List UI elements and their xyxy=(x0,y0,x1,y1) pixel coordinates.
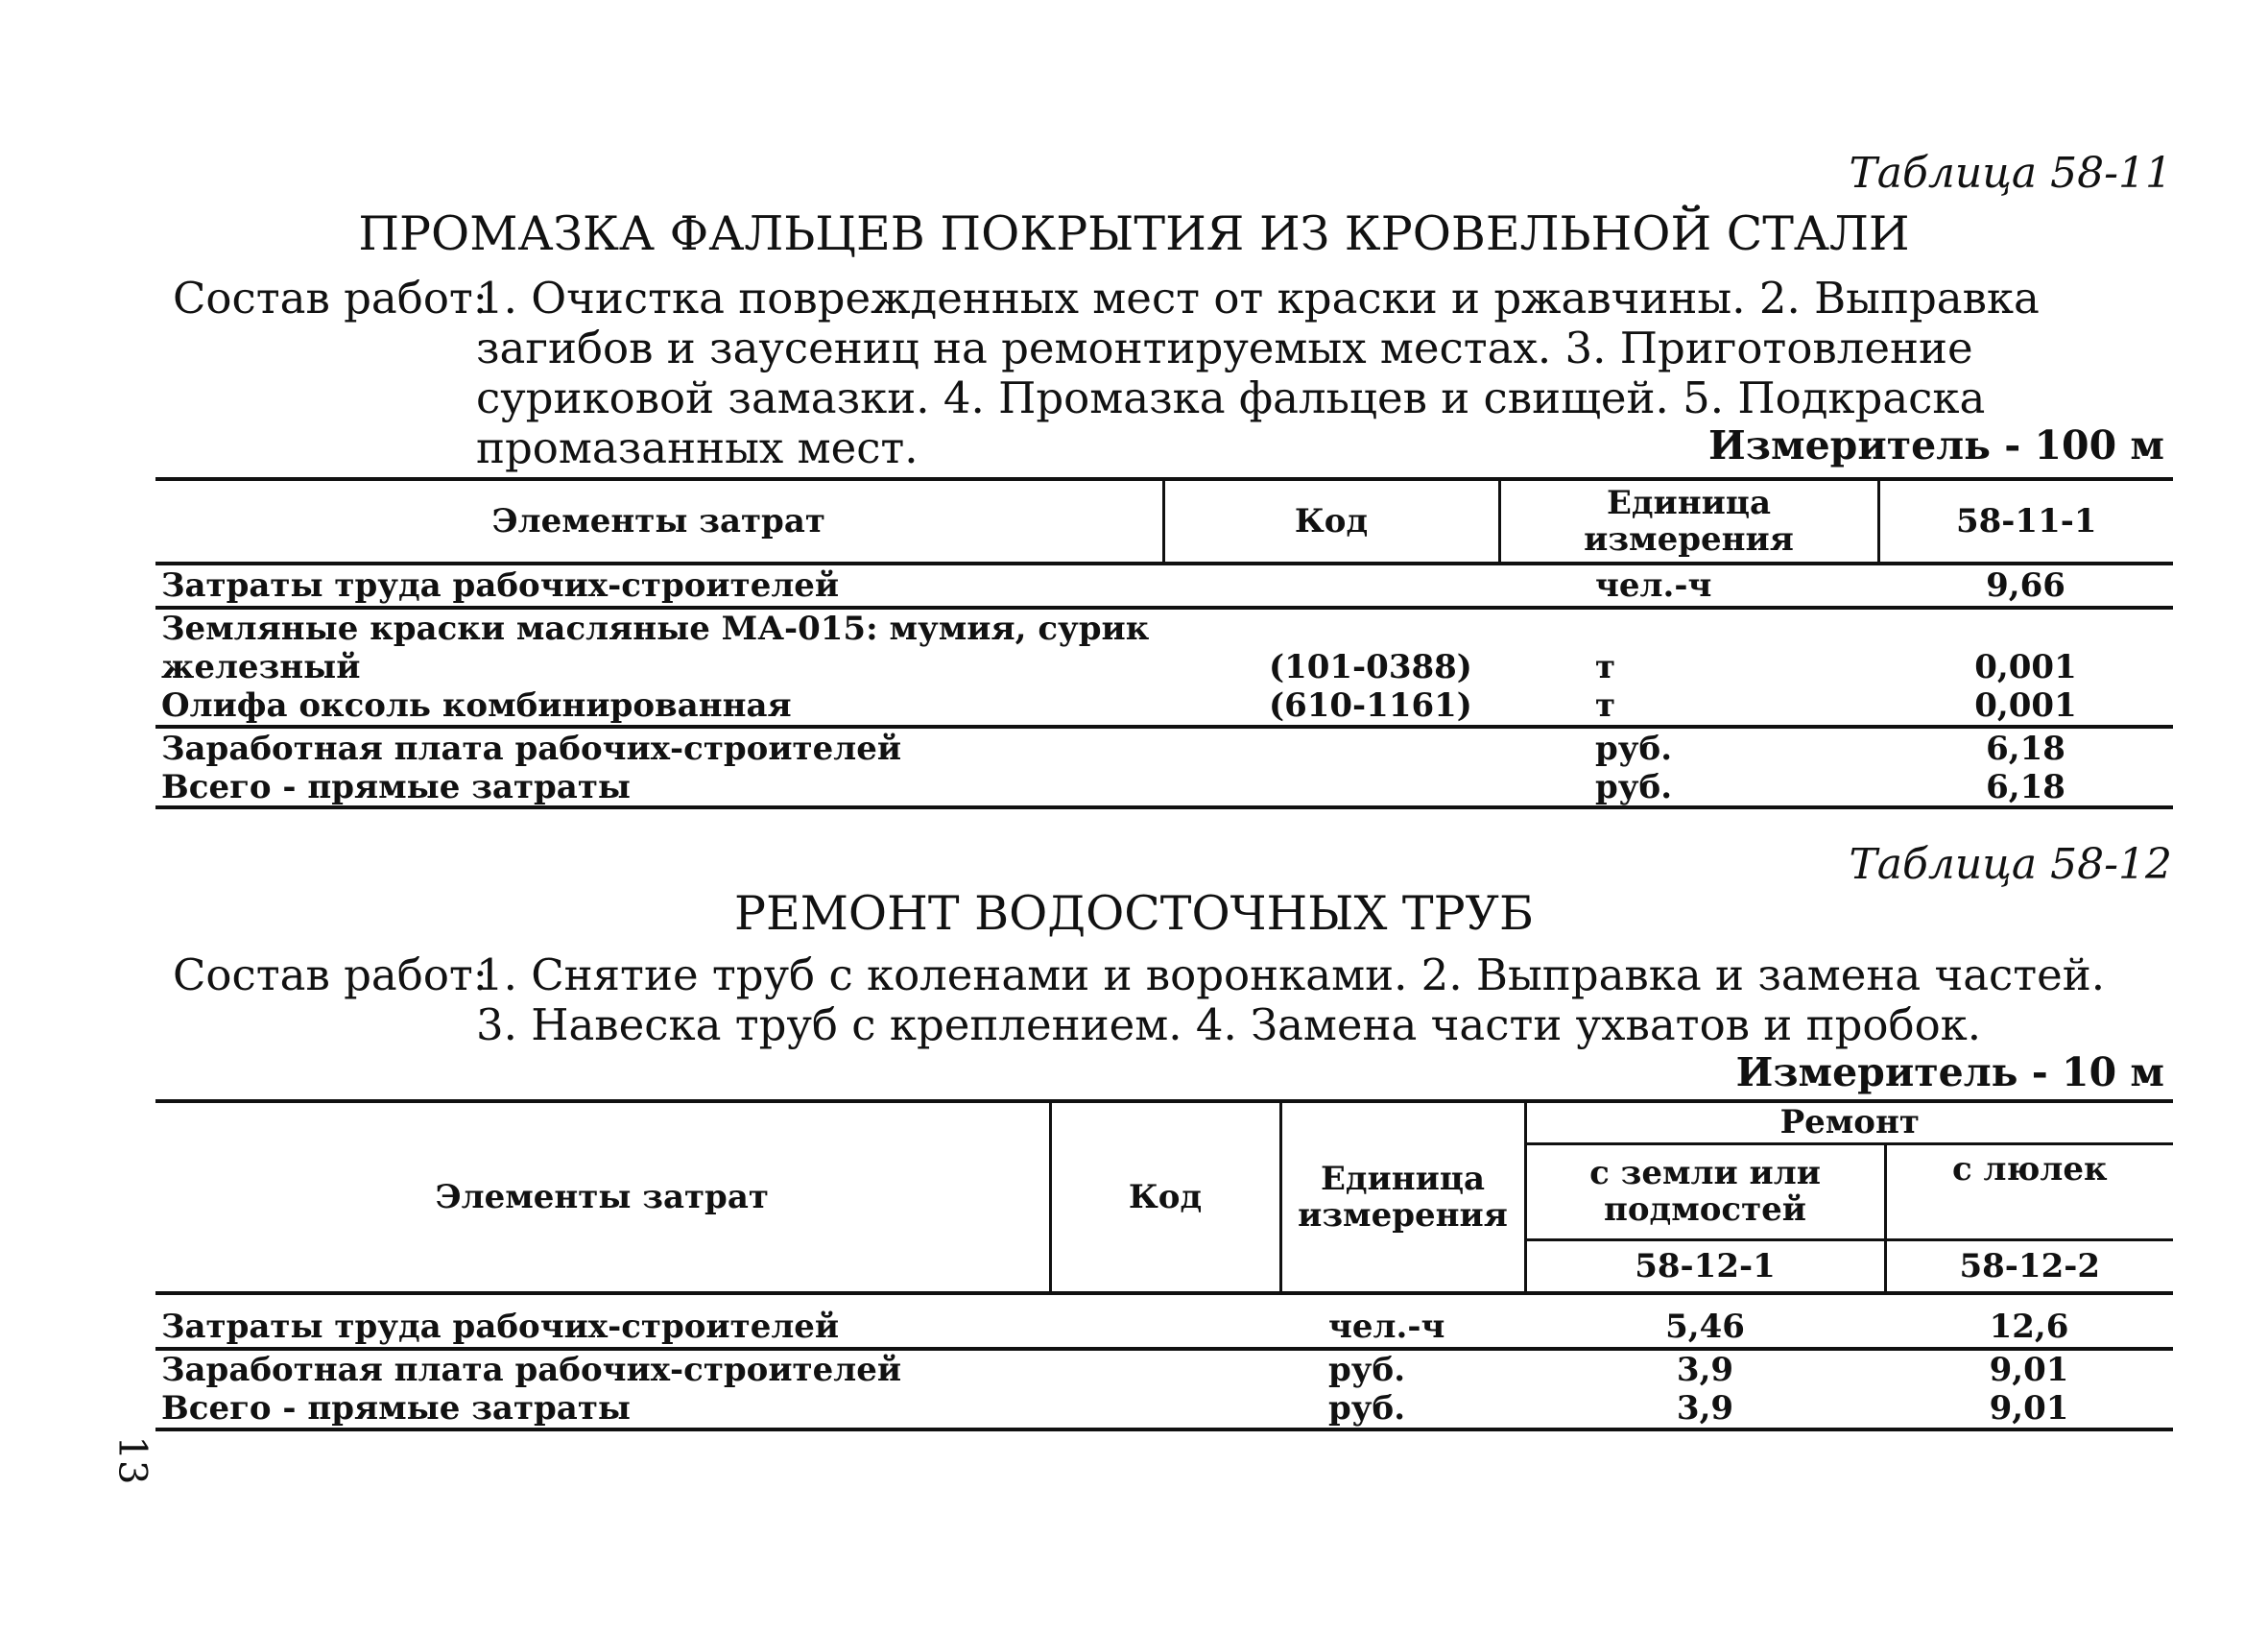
row-value: 5,46 xyxy=(1665,1308,1745,1346)
page-number: 13 xyxy=(109,1435,155,1485)
header-col-58-12-1: 58-12-1 xyxy=(1525,1239,1885,1293)
measure-58-11: Измеритель - 100 м xyxy=(1708,422,2164,468)
row-code xyxy=(1050,1349,1280,1389)
row-value: 0,001 xyxy=(1974,648,2077,686)
row-unit: т xyxy=(1595,648,1616,686)
row-unit xyxy=(1499,608,1878,648)
measure-58-12: Измеритель - 10 м xyxy=(1735,1049,2164,1095)
cost-table-58-12 xyxy=(155,1099,2173,1431)
composition-label: Состав работ: xyxy=(173,949,488,1000)
table-label-58-12: Таблица 58-12 xyxy=(1849,840,2172,889)
table-title-58-11: ПРОМАЗКА ФАЛЬЦЕВ ПОКРЫТИЯ ИЗ КРОВЕЛЬНОЙ СТАЛИ xyxy=(358,206,1910,261)
row-name: Земляные краски масляные МА-015: мумия, сурик xyxy=(161,610,1150,648)
header-unit: Единица измерения xyxy=(1280,1101,1525,1293)
row-code xyxy=(1163,769,1499,807)
table-row xyxy=(155,564,2173,608)
composition-text: 1. Снятие труб с коленами и воронками. 2. Выправка и замена частей. 3. Навеска труб с креплением. 4. Замена части ухватов и пробок. xyxy=(476,949,2106,1050)
table-row xyxy=(155,727,2173,769)
row-code xyxy=(1163,608,1499,648)
header-col-58-11-1: 58-11-1 xyxy=(1878,479,2173,564)
row-code xyxy=(1050,1293,1280,1349)
table-row xyxy=(155,769,2173,807)
row-name: железный xyxy=(161,648,361,686)
row-name: Затраты труда рабочих-строителей xyxy=(161,1308,840,1346)
row-value: 3,9 xyxy=(1676,1351,1734,1389)
row-unit: т xyxy=(1595,686,1616,725)
header-elements: Элементы затрат xyxy=(155,1101,1050,1293)
composition-text: 1. Очистка поврежденных мест от краски и ржавчины. 2. Выправка загибов и заусениц на ремонтируемых местах. 3. Приготовление суриковой замазки. 4. Промазка фальцев и свищей. 5. Подкраска промазанных мест. xyxy=(476,273,2040,473)
row-unit: руб. xyxy=(1595,730,1673,768)
header-code: Код xyxy=(1163,479,1499,564)
table-row xyxy=(155,686,2173,727)
row-name: Всего - прямые затраты xyxy=(161,768,631,806)
row-value: 6,18 xyxy=(1986,768,2065,806)
row-unit: чел.-ч xyxy=(1328,1308,1445,1346)
row-value: 9,01 xyxy=(1989,1351,2069,1389)
header-group-repair: Ремонт xyxy=(1525,1101,2173,1143)
header-code: Код xyxy=(1050,1101,1280,1293)
header-col-58-12-2: 58-12-2 xyxy=(1885,1239,2173,1293)
header-sub-cradle: с люлек xyxy=(1885,1143,2173,1239)
table-label-58-11: Таблица 58-11 xyxy=(1849,149,2172,198)
row-value: 3,9 xyxy=(1676,1389,1734,1428)
table-row xyxy=(155,1389,2173,1429)
row-code: (610-1161) xyxy=(1269,686,1472,725)
row-unit: руб. xyxy=(1328,1389,1406,1428)
table-row xyxy=(155,1293,2173,1349)
row-name: Олифа оксоль комбинированная xyxy=(161,686,792,725)
composition-58-12 xyxy=(173,950,2179,1056)
table-row xyxy=(155,608,2173,648)
table-row xyxy=(155,648,2173,686)
row-code xyxy=(1163,564,1499,608)
row-unit: руб. xyxy=(1595,768,1673,806)
row-value: 6,18 xyxy=(1986,730,2065,768)
row-name: Затраты труда рабочих-строителей xyxy=(161,566,840,605)
row-code xyxy=(1050,1389,1280,1429)
table-row xyxy=(155,1349,2173,1389)
header-sub-ground: с земли или подмостей xyxy=(1525,1143,1885,1239)
composition-label: Состав работ: xyxy=(173,273,488,324)
row-name: Всего - прямые затраты xyxy=(161,1389,631,1428)
row-value: 0,001 xyxy=(1974,686,2077,725)
header-elements: Элементы затрат xyxy=(155,479,1163,564)
row-value: 12,6 xyxy=(1989,1308,2069,1346)
table-header-row xyxy=(155,479,2173,564)
row-value: 9,01 xyxy=(1989,1389,2069,1428)
row-code xyxy=(1163,727,1499,769)
table-header-row xyxy=(155,1101,2173,1143)
row-code: (101-0388) xyxy=(1269,648,1472,686)
row-name: Заработная плата рабочих-строителей xyxy=(161,1351,902,1389)
cost-table-58-11 xyxy=(155,477,2173,809)
header-unit: Единица измерения xyxy=(1499,479,1878,564)
row-value: 9,66 xyxy=(1986,566,2065,605)
row-unit: руб. xyxy=(1328,1351,1406,1389)
table-title-58-12: РЕМОНТ ВОДОСТОЧНЫХ ТРУБ xyxy=(734,886,1534,941)
row-unit: чел.-ч xyxy=(1595,566,1712,605)
row-value xyxy=(1878,608,2173,648)
row-name: Заработная плата рабочих-строителей xyxy=(161,730,902,768)
